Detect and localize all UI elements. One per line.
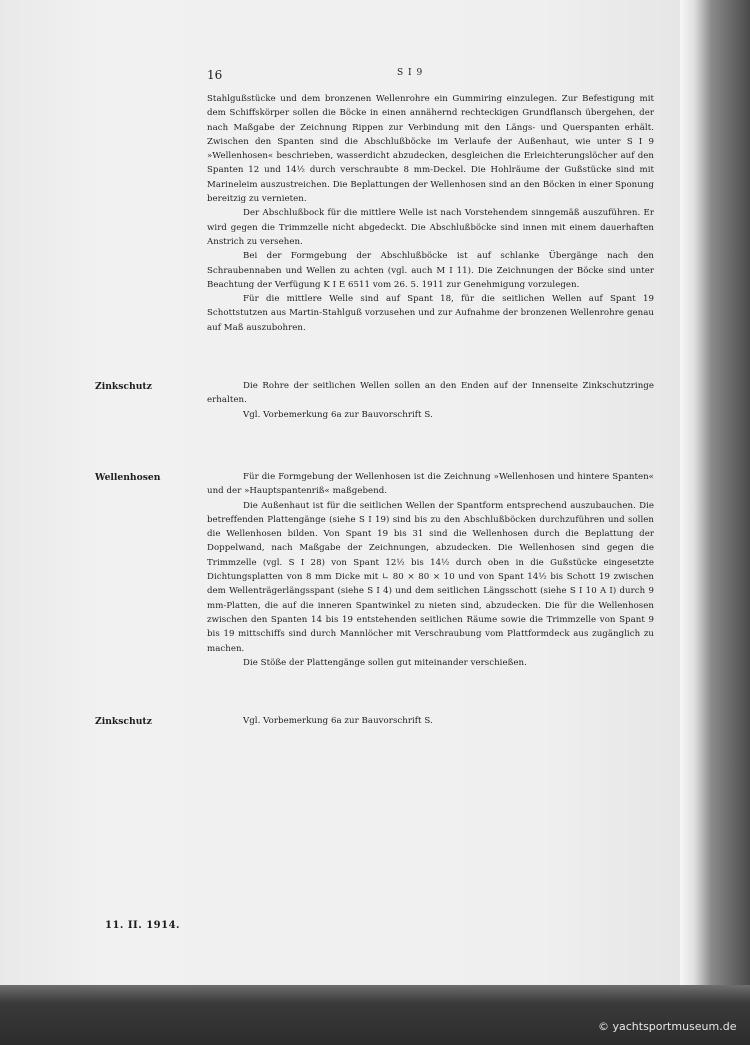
paragraph: Die Außenhaut ist für die seitlichen Wellen der Spantform entsprechend auszubauchen. Die betreffenden Plattengänge (siehe S I 19) sind bis zu den Abschlußböcken durchzuführen und sollen die Wellenhosen bilden. Von Spant 19 bis 31 sind die Wellenhosen durch die Beplattung der Doppelwand, nach Maßgabe der Zeichnungen, abzudecken. Die Wellenhosen sind gegen die Trimmzelle (vgl. S I 28) von Spant 12½ bis 14½ durch oben in die Gußstücke eingesetzte Dichtungsplatten von 8 mm Dicke mit ∟ 80 × 80 × 10 und von Spant 14½ bis Schott 19 zwischen dem Wellenträgerlängsspant (siehe S I 4) und dem seitlichen Längsschott (siehe S I 10 A I) durch 9 mm-Platten, die auf die inneren Spantwinkel zu nieten sind, abzudecken. Die für die Wellenhosen zwischen den Spanten 14 bis 19 entstehenden seitlichen Räume sowie die Trimmzelle von Spant 9 bis 19 mittschiffs sind durch Mannlöcher mit Verschraubung vom Plattformdeck aus zugänglich zu machen. [207,500,654,654]
paragraph: Vgl. Vorbemerkung 6a zur Bauvorschrift S. [243,716,433,726]
page-number: 16 [207,68,223,82]
section-wellenhosen-text [207,470,654,670]
page-header-code: S I 9 [397,68,424,78]
copyright-watermark: © yachtsportmuseum.de [598,1020,737,1033]
book-spine [680,0,750,1045]
paragraph: Vgl. Vorbemerkung 6a zur Bauvorschrift S. [243,409,433,420]
margin-label-zinkschutz: Zinkschutz [95,381,152,392]
section-zinkschutz-text [207,379,654,422]
section-zinkschutz-2-text [207,714,654,728]
margin-label-zinkschutz-2: Zinkschutz [95,716,152,727]
footer-date: 11. II. 1914. [105,920,181,931]
paragraph: Der Abschlußbock für die mittlere Welle ist nach Vorstehendem sinngemäß auszuführen. Er wird gegen die Trimmzelle nicht abgedeckt. Die Abschlußböcke sind innen mit einem dauerhaften Anstrich zu versehen. [207,208,654,247]
paragraph: Die Stöße der Plattengänge sollen gut miteinander verschießen. [243,657,527,668]
paragraph: Für die mittlere Welle sind auf Spant 18, für die seitlichen Wellen auf Spant 19 Schottstutzen aus Martin-Stahlguß vorzusehen und zur Aufnahme der bronzenen Wellenrohre genau auf Maß auszubohren. [207,294,654,333]
margin-label-wellenhosen: Wellenhosen [95,472,161,483]
paragraph: Stahlgußstücke und dem bronzenen Wellenrohre ein Gummiring einzulegen. Zur Befestigung mit dem Schiffskörper sollen die Böcke in einen annähernd rechteckigen Grundflansch übergehen, der nach Maßgabe der Zeichnung Rippen zur Verbindung mit den Längs- und Querspanten erhält. Zwischen den Spanten sind die Abschlußböcke im Verlaufe der Außenhaut, wie unter S I 9 »Wellenhosen« beschrieben, wasserdicht abzudecken, desgleichen die Erleichterungslöcher auf den Spanten 12 und 14½ durch verschraubte 8 mm-Deckel. Die Hohlräume der Gußstücke sind mit Marineleim auszustreichen. Die Beplattungen der Wellenhosen sind an den Böcken in einer Sponung bereitzig zu vernieten. [207,94,654,205]
scan-bottom-edge [0,985,750,1045]
intro-text-block [207,92,654,335]
paragraph: Die Rohre der seitlichen Wellen sollen an den Enden auf der Innenseite Zinkschutzringe erhalten. [207,381,654,406]
paragraph: Für die Formgebung der Wellenhosen ist die Zeichnung »Wellenhosen und hintere Spanten« und der »Hauptspantenriß« maßgebend. [207,472,654,497]
paragraph: Bei der Formgebung der Abschlußböcke ist auf schlanke Übergänge nach den Schraubennaben und Wellen zu achten (vgl. auch M I 11). Die Zeichnungen der Böcke sind unter Beachtung der Verfügung K I E 6511 vom 26. 5. 1911 zur Genehmigung vorzulegen. [207,251,654,290]
